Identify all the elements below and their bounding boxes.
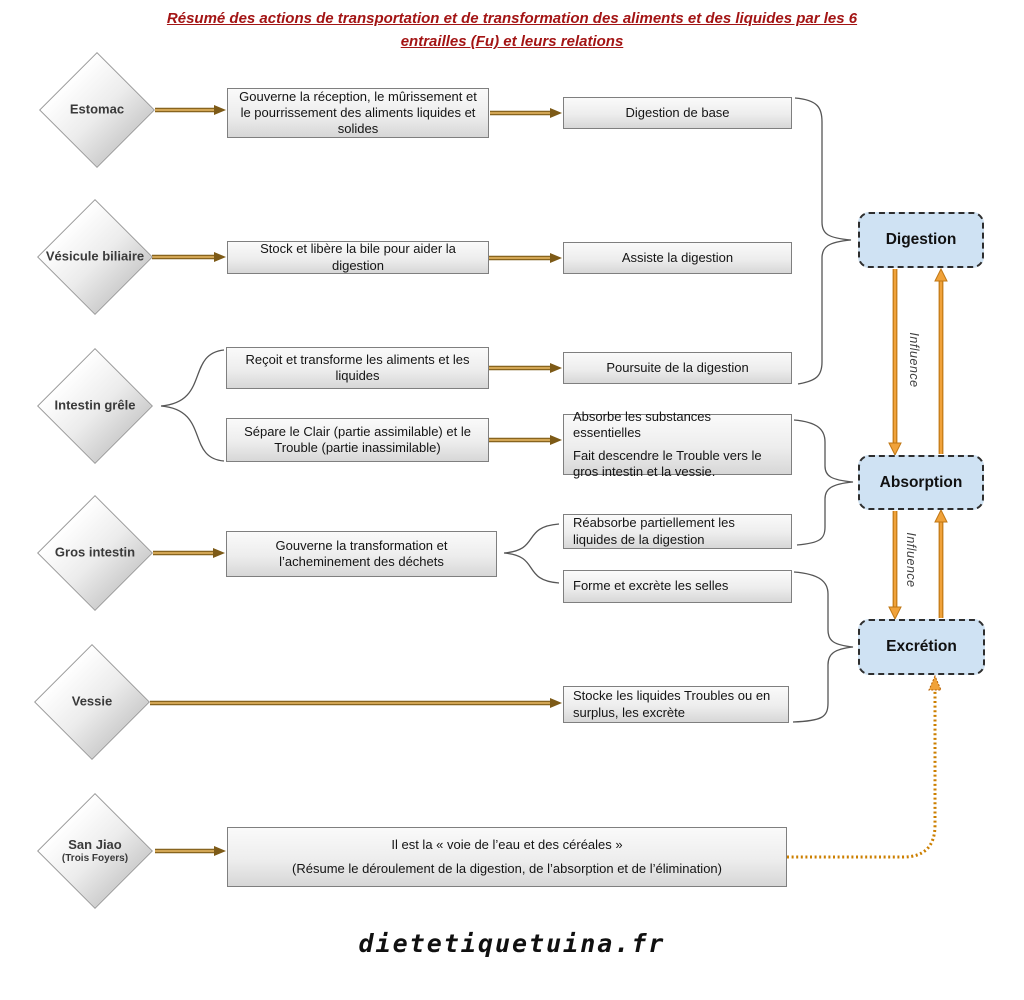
organ-diamond-san-jiao xyxy=(37,793,153,909)
organ-diamond-vesicule-biliaire xyxy=(37,199,153,315)
arrow-action4-function4 xyxy=(489,435,562,445)
function-box-assiste-digestion xyxy=(563,242,792,274)
organ-diamond-intestin-grele xyxy=(37,348,153,464)
influence-label-1: Influence xyxy=(907,332,921,388)
process-node-digestion: Digestion xyxy=(858,212,984,268)
organ-label-main: San Jiao xyxy=(68,836,122,852)
action-text-line2: (Résume le déroulement de la digestion, de l’absorption et de l’élimination) xyxy=(292,860,722,876)
brace-absorption xyxy=(794,420,853,545)
action-box-intestin-grele-1 xyxy=(226,347,489,389)
influence-label-2: Influence xyxy=(904,532,918,588)
function-text: Digestion de base xyxy=(625,104,730,120)
arrow-absorption-to-excretion xyxy=(889,511,901,619)
arrow-absorption-to-digestion xyxy=(935,269,947,454)
page-title-line2: entrailles (Fu) et leurs relations xyxy=(400,33,624,51)
arrow-digestion-to-absorption xyxy=(889,269,901,455)
function-box-poursuite-digestion xyxy=(563,352,792,384)
arrow-vesicule xyxy=(152,252,226,262)
arrow-excretion-to-absorption xyxy=(935,510,947,618)
arrow-sanjiao-to-excretion xyxy=(787,676,941,857)
brace-excretion xyxy=(793,572,853,722)
arrow-estomac xyxy=(155,105,226,115)
arrow-action1-function1 xyxy=(490,108,562,118)
function-box-reabsorbe-liquides xyxy=(563,514,792,549)
action-text: Reçoit et transforme les aliments et les liquides xyxy=(245,351,470,383)
function-box-stocke-liquides xyxy=(563,686,789,723)
action-box-san-jiao xyxy=(227,827,787,887)
action-text: Sépare le Clair (partie assimilable) et le Trouble (partie inassimilable) xyxy=(244,423,471,455)
page-title xyxy=(112,7,912,54)
organ-label: Estomac xyxy=(69,101,125,117)
brace-intestin-grele xyxy=(161,350,224,461)
function-text-line2: Fait descendre le Trouble vers le gros intestin et la vessie. xyxy=(573,448,762,480)
function-box-forme-selles xyxy=(563,570,792,603)
page-title-line1: Résumé des actions de transportation et de transformation des aliments et des liquides par les 6 xyxy=(166,10,858,27)
function-text-line1: Absorbe les substances essentielles xyxy=(573,408,712,440)
function-text: Stocke les liquides Troubles ou en surplus, les excrète xyxy=(573,688,771,720)
process-node-absorption: Absorption xyxy=(858,455,984,510)
brace-gros-intestin xyxy=(504,524,559,583)
action-text: Gouverne la réception, le mûrissement et le pourrissement des aliments liquides et solides xyxy=(239,88,477,137)
organ-label-sub: (Trois Foyers) xyxy=(61,852,129,864)
action-box-intestin-grele-2 xyxy=(226,418,489,462)
arrow-gros-intestin xyxy=(153,548,225,558)
function-text: Poursuite de la digestion xyxy=(606,359,749,375)
arrow-action3-function3 xyxy=(489,363,562,373)
organ-label: Vessie xyxy=(71,693,113,709)
function-box-absorbe-substances xyxy=(563,408,792,480)
brace-digestion xyxy=(795,98,851,384)
function-text: Réabsorbe partiellement les liquides de la digestion xyxy=(573,515,735,547)
process-node-excretion: Excrétion xyxy=(858,619,985,675)
organ-diamond-gros-intestin xyxy=(37,495,153,611)
action-text: Stock et libère la bile pour aider la digestion xyxy=(260,241,456,273)
arrow-action2-function2 xyxy=(489,253,562,263)
action-box-gros-intestin xyxy=(226,531,497,577)
arrow-sanjiao xyxy=(155,846,226,856)
function-text: Forme et excrète les selles xyxy=(573,578,729,594)
action-box-estomac xyxy=(227,88,489,138)
action-text-line1: Il est la « voie de l’eau et des céréales » xyxy=(391,837,623,853)
site-logo: dietetiquetuina.fr xyxy=(358,929,666,958)
function-text: Assiste la digestion xyxy=(621,249,734,265)
action-text: Gouverne la transformation et l’acheminement des déchets xyxy=(275,537,448,569)
organ-label: Intestin grêle xyxy=(54,397,136,413)
action-box-vesicule xyxy=(227,241,489,274)
arrow-vessie xyxy=(150,698,562,708)
organ-diamond-estomac xyxy=(39,52,155,168)
organ-label xyxy=(29,838,161,864)
organ-label: Vésicule biliaire xyxy=(45,248,145,264)
organ-diamond-vessie xyxy=(34,644,150,760)
function-box-digestion-de-base xyxy=(563,97,792,129)
organ-label: Gros intestin xyxy=(54,544,136,560)
